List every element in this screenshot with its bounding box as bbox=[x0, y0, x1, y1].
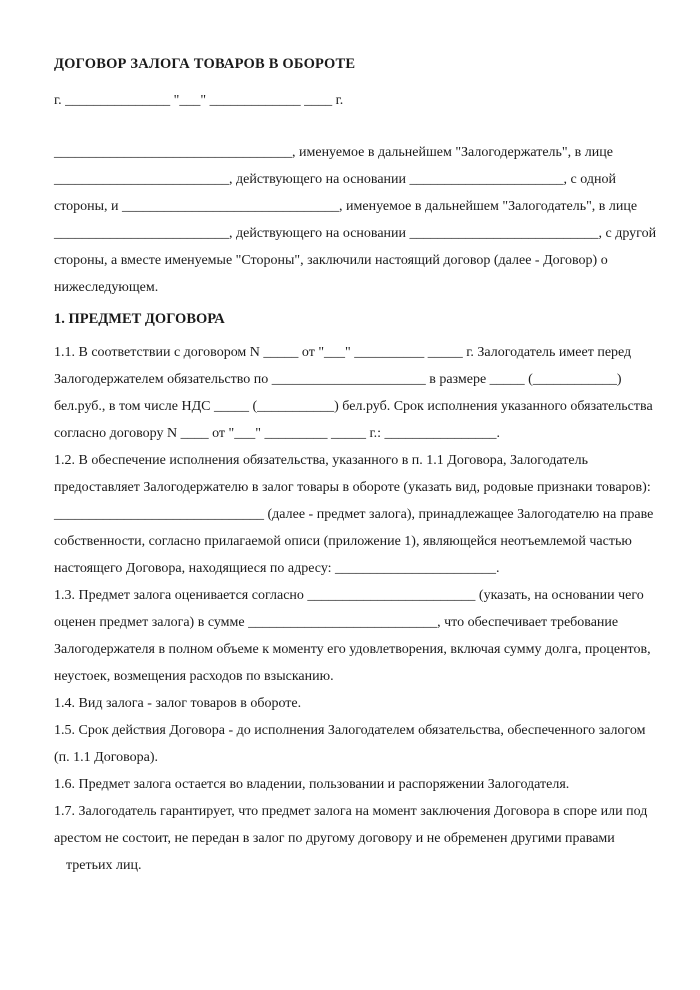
clause-line: предоставляет Залогодержателю в залог товары в обороте (указать вид, родовые признаки товаров): bbox=[54, 480, 651, 495]
clause-line: 1.4. Вид залога - залог товаров в обороте. bbox=[54, 696, 302, 711]
clause-line: неустоек, возмещения расходов по взысканию. bbox=[54, 669, 334, 684]
clause-line: собственности, согласно прилагаемой описи (приложение 1), являющейся неотъемлемой частью bbox=[54, 534, 632, 549]
clause-line: согласно договору N ____ от "___" _________ _____ г.: ________________. bbox=[54, 426, 501, 441]
document-title: ДОГОВОР ЗАЛОГА ТОВАРОВ В ОБОРОТЕ bbox=[54, 56, 356, 72]
clause-line: 1.3. Предмет залога оценивается согласно ________________________ (указать, на основании чего bbox=[54, 588, 644, 603]
clause-line: бел.руб., в том числе НДС _____ (___________) бел.руб. Срок исполнения указанного обязательства bbox=[54, 399, 653, 414]
intro-paragraph bbox=[54, 139, 657, 301]
clause-line: третьих лиц. bbox=[66, 858, 142, 873]
section-1-body bbox=[54, 339, 664, 879]
intro-line: _________________________, действующего на основании ______________________, с одной bbox=[54, 172, 616, 187]
date-place-line: г. _______________ "___" _____________ ____ г. bbox=[54, 93, 344, 108]
intro-line: стороны, а вместе именуемые "Стороны", заключили настоящий договор (далее - Договор) о bbox=[54, 253, 608, 268]
clause-line: (п. 1.1 Договора). bbox=[54, 750, 158, 765]
clause-line: оценен предмет залога) в сумме ___________________________, что обеспечивает требование bbox=[54, 615, 619, 630]
intro-line: _________________________, действующего на основании ___________________________, с другой bbox=[54, 226, 657, 241]
clause-line: 1.6. Предмет залога остается во владении, пользовании и распоряжении Залогодателя. bbox=[54, 777, 570, 792]
clause-line: арестом не состоит, не передан в залог по другому договору и не обременен другими правами bbox=[54, 831, 615, 846]
section-1-title: 1. ПРЕДМЕТ ДОГОВОРА bbox=[54, 311, 225, 327]
clause-line: настоящего Договора, находящиеся по адресу: _______________________. bbox=[54, 561, 500, 576]
clause-line: 1.2. В обеспечение исполнения обязательства, указанного в п. 1.1 Договора, Залогодатель bbox=[54, 453, 588, 468]
clause-line: 1.1. В соответствии с договором N _____ от "___" __________ _____ г. Залогодатель имеет перед bbox=[54, 345, 632, 360]
intro-line: нижеследующем. bbox=[54, 280, 159, 295]
clause-line: Залогодержателем обязательство по ______________________ в размере _____ (____________) bbox=[54, 372, 622, 387]
clause-line: ______________________________ (далее - предмет залога), принадлежащее Залогодателю на праве bbox=[54, 507, 654, 522]
clause-line: 1.5. Срок действия Договора - до исполнения Залогодателем обязательства, обеспеченного залогом bbox=[54, 723, 646, 738]
clause-line: 1.7. Залогодатель гарантирует, что предмет залога на момент заключения Договора в споре или под bbox=[54, 804, 648, 819]
clause-line: Залогодержателя в полном объеме к моменту его удовлетворения, включая сумму долга, процентов, bbox=[54, 642, 651, 657]
intro-line: __________________________________, именуемое в дальнейшем "Залогодержатель", в лице bbox=[54, 145, 613, 160]
intro-line: стороны, и _______________________________, именуемое в дальнейшем "Залогодатель", в лице bbox=[54, 199, 638, 214]
